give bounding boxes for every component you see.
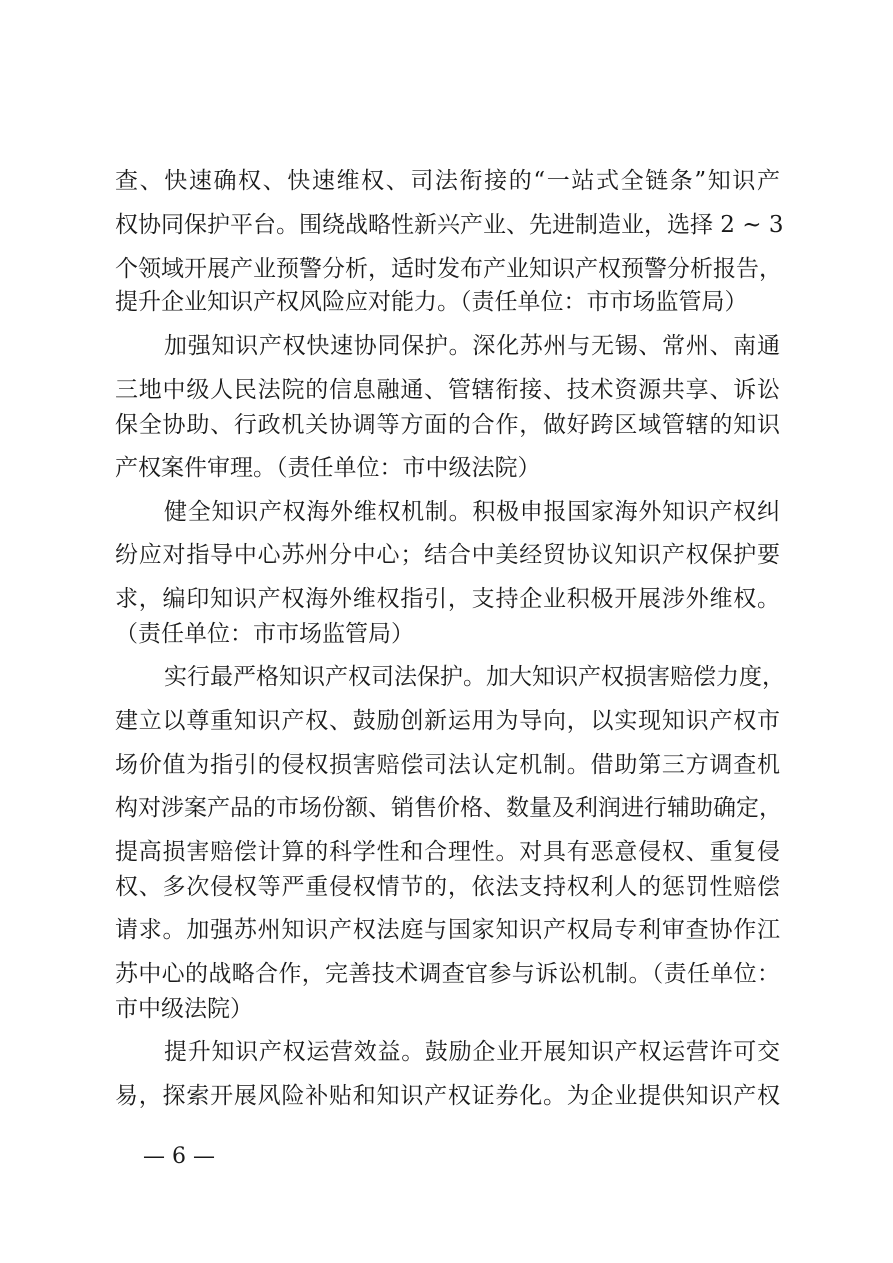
text-line: 纷应对指导中心苏州分中心；结合中美经贸协议知识产权保护要: [115, 542, 780, 568]
paragraph-heading-line: 加强知识产权快速协同保护。深化苏州与无锡、常州、南通: [164, 333, 780, 359]
paragraph-heading-line: 提升知识产权运营效益。鼓励企业开展知识产权运营许可交: [164, 1039, 780, 1065]
text-line: 市中级法院）: [115, 996, 253, 1022]
text-line: 建立以尊重知识产权、鼓励创新运用为导向，以实现知识产权市: [115, 708, 780, 734]
text-line: 提高损害赔偿计算的科学性和合理性。对具有恶意侵权、重复侵: [115, 839, 780, 865]
text-line: 提升企业知识产权风险应对能力。（责任单位：市市场监管局）: [115, 289, 748, 315]
text-line: 权协同保护平台。围绕战略性新兴产业、先进制造业，选择 2 ~ 3: [115, 212, 784, 238]
text-line: 权、多次侵权等严重侵权情节的，依法支持权利人的惩罚性赔偿: [115, 874, 780, 900]
text-line: 三地中级人民法院的信息融通、管辖衔接、技术资源共享、诉讼: [115, 377, 780, 403]
text-line: 易，探索开展风险补贴和知识产权证券化。为企业提供知识产权: [115, 1083, 780, 1109]
text-line: 场价值为指引的侵权损害赔偿司法认定机制。借助第三方调查机: [115, 752, 780, 778]
paragraph-heading-line: 健全知识产权海外维权机制。积极申报国家海外知识产权纠: [164, 499, 780, 525]
text-line: （责任单位：市市场监管局）: [115, 621, 414, 647]
text-line: 查、快速确权、快速维权、司法衔接的“一站式全链条”知识产: [115, 168, 780, 194]
text-line: 构对涉案产品的市场份额、销售价格、数量及利润进行辅助确定，: [115, 795, 782, 821]
text-line: 求，编印知识产权海外维权指引，支持企业积极开展涉外维权。: [115, 586, 780, 612]
paragraph-heading-line: 实行最严格知识产权司法保护。加大知识产权损害赔偿力度，: [164, 664, 785, 690]
text-line: 产权案件审理。（责任单位：市中级法院）: [115, 455, 541, 481]
page-number: — 6 —: [143, 1144, 215, 1169]
text-line: 苏中心的战略合作，完善技术调查官参与诉讼机制。（责任单位：: [115, 961, 780, 987]
text-line: 保全协助、行政机关协调等方面的合作，做好跨区域管辖的知识: [115, 412, 780, 438]
text-line: 个领域开展产业预警分析，适时发布产业知识产权预警分析报告，: [115, 256, 782, 282]
text-line: 请求。加强苏州知识产权法庭与国家知识产权局专利审查协作江: [115, 917, 780, 943]
